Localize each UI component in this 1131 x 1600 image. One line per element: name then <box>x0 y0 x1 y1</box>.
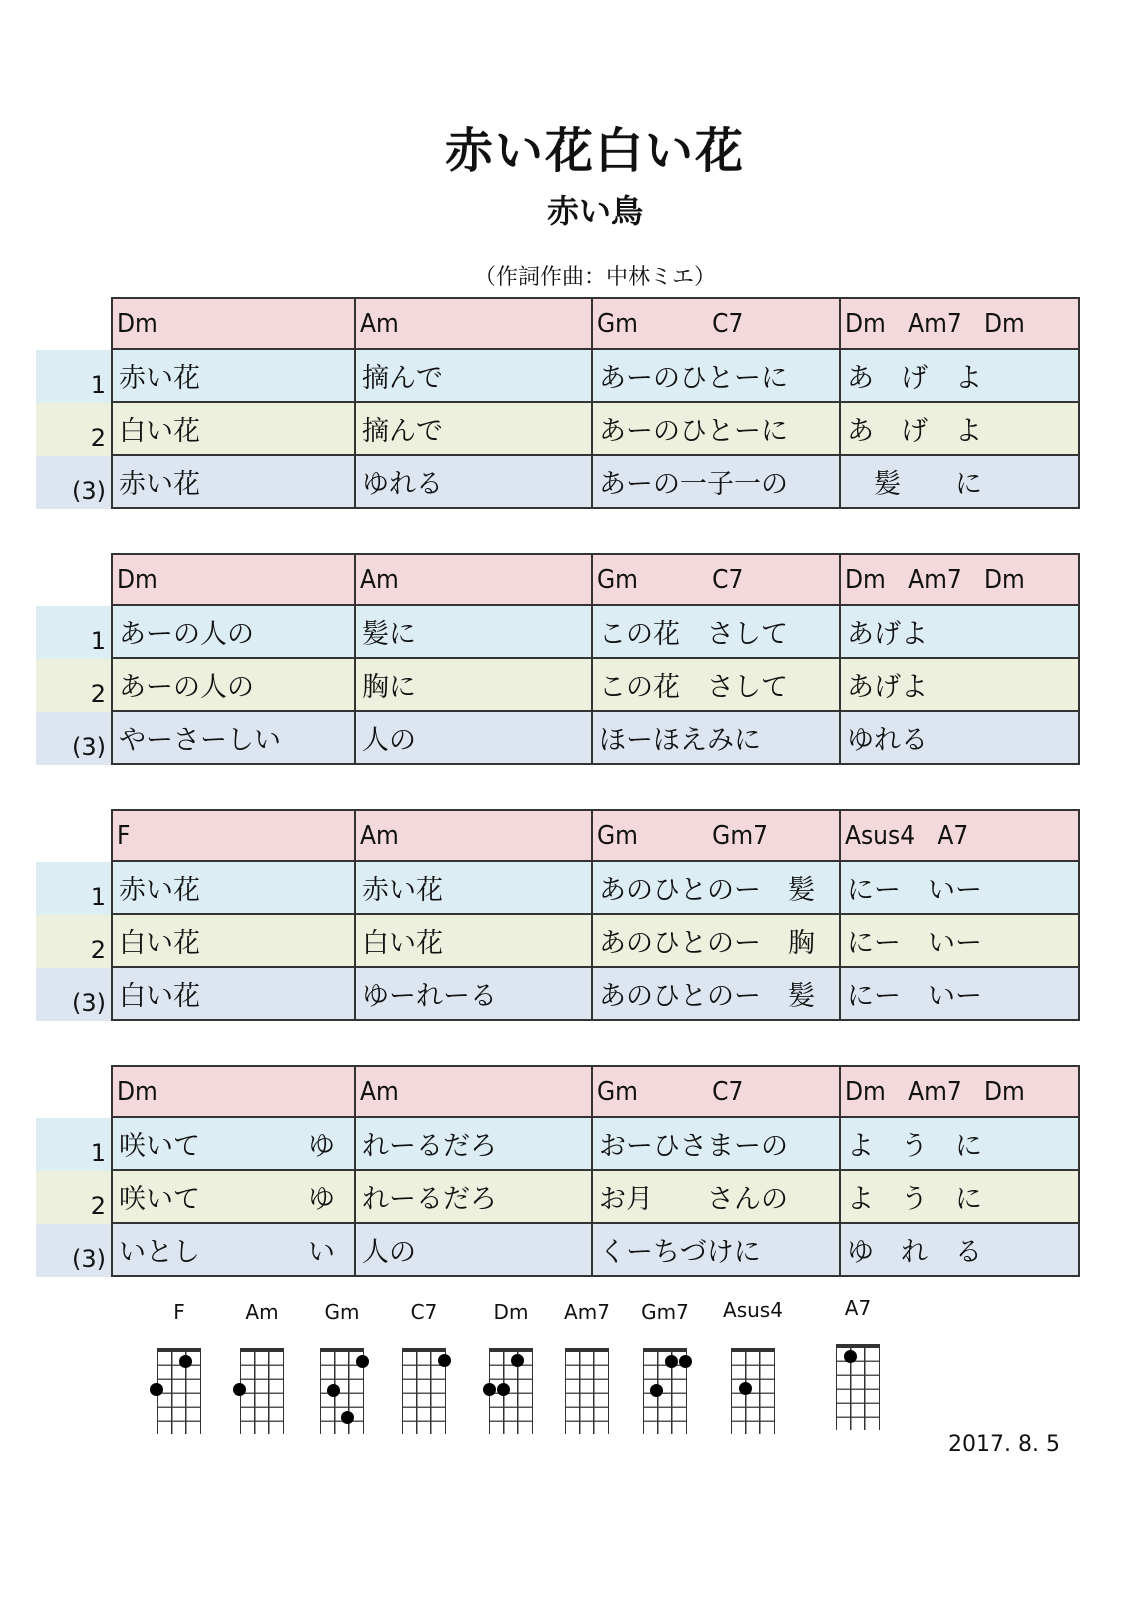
lyric-cell: れーるだろ <box>356 1118 593 1169</box>
lyric-cell: ゆ れ る <box>847 1237 982 1268</box>
lyric-cell: 白い花 <box>113 915 356 966</box>
chord-cell: Am <box>356 299 593 348</box>
finger-dot <box>438 1354 451 1367</box>
lyric-cell: 摘んで <box>356 350 593 401</box>
song-title: 赤い花白い花 <box>444 123 745 179</box>
chord-diagram-label: Gm7 <box>641 1300 689 1324</box>
lyric-cell: ゆれる <box>356 456 593 507</box>
lyric-cell: 赤い花 <box>356 862 593 913</box>
chord-cell: Am <box>356 555 593 604</box>
finger-dot <box>341 1411 354 1424</box>
chord-row <box>36 297 1080 350</box>
finger-dot <box>356 1355 369 1368</box>
verse-number: (3) <box>36 1224 111 1277</box>
finger-dot <box>665 1355 678 1368</box>
lyric-cell: くーちづけに <box>593 1224 841 1275</box>
verse-number: 2 <box>36 659 111 712</box>
lyric-cell: あーのひとーに <box>593 350 841 401</box>
verse-number: 1 <box>36 606 111 659</box>
fretboard-grid <box>565 1348 609 1434</box>
lyric-cell: やーさーしい <box>113 712 356 763</box>
lyric-cell: 人の <box>356 712 593 763</box>
verse-row <box>36 1224 1080 1277</box>
verse-row <box>36 1171 1080 1224</box>
chord-diagram-label: A7 <box>844 1296 872 1320</box>
finger-dot <box>511 1354 524 1367</box>
chord-cell: Dm <box>113 1067 356 1116</box>
finger-dot <box>150 1383 163 1396</box>
lyric-cell: にー いー <box>847 981 982 1012</box>
credit-line: （作詞作曲：中林ミエ） <box>473 265 716 290</box>
lyric-cell: ゆれる <box>847 725 928 756</box>
lyric-cell: 摘んで <box>356 403 593 454</box>
chord-cell: Dm Am7 Dm <box>845 1076 1025 1107</box>
lyric-section-1 <box>36 297 1080 509</box>
chord-diagram-label: Dm <box>493 1300 529 1324</box>
lyric-section-2 <box>36 553 1080 765</box>
fretboard-grid <box>836 1344 880 1430</box>
verse-row <box>36 659 1080 712</box>
lyric-cell: お月 さんの <box>593 1171 841 1222</box>
fretboard-grid <box>731 1348 775 1434</box>
lyric-cell: この花 さして <box>593 606 841 657</box>
lyric-cell: あげよ <box>847 619 928 650</box>
lyric-cell: ゆーれーる <box>356 968 593 1019</box>
finger-dot <box>497 1383 510 1396</box>
verse-number: (3) <box>36 968 111 1021</box>
chord-row <box>36 1065 1080 1118</box>
lyric-cell: 髪に <box>356 606 593 657</box>
chord-cell: Asus4 A7 <box>845 820 969 851</box>
chord-diagram-label: F <box>173 1300 185 1324</box>
chord-cell: Dm <box>113 555 356 604</box>
lyric-cell: にー いー <box>847 928 982 959</box>
verse-number: 2 <box>36 1171 111 1224</box>
lyric-cell: 赤い花 <box>113 862 356 913</box>
lyric-cell: れーるだろ <box>356 1171 593 1222</box>
verse-number: (3) <box>36 712 111 765</box>
chord-cell: Am <box>356 1067 593 1116</box>
lyric-cell: あ げ よ <box>847 363 982 394</box>
lyric-cell: あのひとのー 髪 <box>593 968 841 1019</box>
lyric-cell: あのひとのー 髪 <box>593 862 841 913</box>
lyric-cell: あ げ よ <box>847 416 982 447</box>
chord-cell: Gm C7 <box>593 555 841 604</box>
lyric-cell: 胸に <box>356 659 593 710</box>
lyric-cell: いとし い <box>113 1224 356 1275</box>
verse-number: 1 <box>36 350 111 403</box>
finger-dot <box>679 1355 692 1368</box>
lyric-cell: この花 さして <box>593 659 841 710</box>
verse-row <box>36 606 1080 659</box>
lyric-cell: よ う に <box>847 1184 982 1215</box>
lyric-cell: ほーほえみに <box>593 712 841 763</box>
lyric-cell: にー いー <box>847 875 982 906</box>
verse-row <box>36 712 1080 765</box>
finger-dot <box>483 1383 496 1396</box>
verse-row <box>36 350 1080 403</box>
chord-cell: Gm C7 <box>593 1067 841 1116</box>
lyric-cell: 人の <box>356 1224 593 1275</box>
lyric-cell: あーのひとーに <box>593 403 841 454</box>
chord-diagram-label: C7 <box>410 1300 438 1324</box>
artist-name: 赤い鳥 <box>546 192 643 230</box>
chord-cell: Gm Gm7 <box>593 811 841 860</box>
verse-row <box>36 456 1080 509</box>
verse-number: 1 <box>36 862 111 915</box>
lyric-cell: 咲いて ゆ <box>113 1171 356 1222</box>
chord-diagram-label: Gm <box>324 1300 360 1324</box>
lyric-cell: あげよ <box>847 672 928 703</box>
chord-cell: Dm Am7 Dm <box>845 308 1025 339</box>
lyric-cell: 白い花 <box>113 403 356 454</box>
finger-dot <box>233 1383 246 1396</box>
date-stamp: 2017. 8. 5 <box>948 1432 1060 1457</box>
finger-dot <box>179 1355 192 1368</box>
verse-number: 2 <box>36 915 111 968</box>
chord-cell: F <box>113 811 356 860</box>
lyric-cell: あーの人の <box>113 659 356 710</box>
lyric-cell: よ う に <box>847 1131 982 1162</box>
finger-dot <box>739 1382 752 1395</box>
verse-row <box>36 915 1080 968</box>
verse-row <box>36 968 1080 1021</box>
lyric-cell: 咲いて ゆ <box>113 1118 356 1169</box>
lyric-section-4 <box>36 1065 1080 1277</box>
lyric-cell: 白い花 <box>113 968 356 1019</box>
chord-cell: Gm C7 <box>593 299 841 348</box>
chord-row <box>36 809 1080 862</box>
lyric-cell: あのひとのー 胸 <box>593 915 841 966</box>
fretboard-grid <box>240 1348 284 1434</box>
chord-diagram-label: Asus4 <box>723 1298 783 1322</box>
finger-dot <box>844 1350 857 1363</box>
lyric-cell: おーひさまーの <box>593 1118 841 1169</box>
lyric-cell: 赤い花 <box>113 350 356 401</box>
verse-number: 2 <box>36 403 111 456</box>
finger-dot <box>650 1384 663 1397</box>
verse-number: 1 <box>36 1118 111 1171</box>
chord-row <box>36 553 1080 606</box>
chord-cell: Am <box>356 811 593 860</box>
chord-diagram-label: Am <box>245 1300 279 1324</box>
chord-cell: Dm <box>113 299 356 348</box>
verse-number: (3) <box>36 456 111 509</box>
verse-row <box>36 403 1080 456</box>
lyric-section-3 <box>36 809 1080 1021</box>
lyric-cell: 赤い花 <box>113 456 356 507</box>
lyric-cell: 髪 に <box>847 469 982 500</box>
verse-row <box>36 1118 1080 1171</box>
verse-row <box>36 862 1080 915</box>
lyric-cell: あーの一子一の <box>593 456 841 507</box>
lyric-cell: あーの人の <box>113 606 356 657</box>
finger-dot <box>327 1384 340 1397</box>
chord-cell: Dm Am7 Dm <box>845 564 1025 595</box>
lyric-cell: 白い花 <box>356 915 593 966</box>
chord-diagram-label: Am7 <box>564 1300 610 1324</box>
